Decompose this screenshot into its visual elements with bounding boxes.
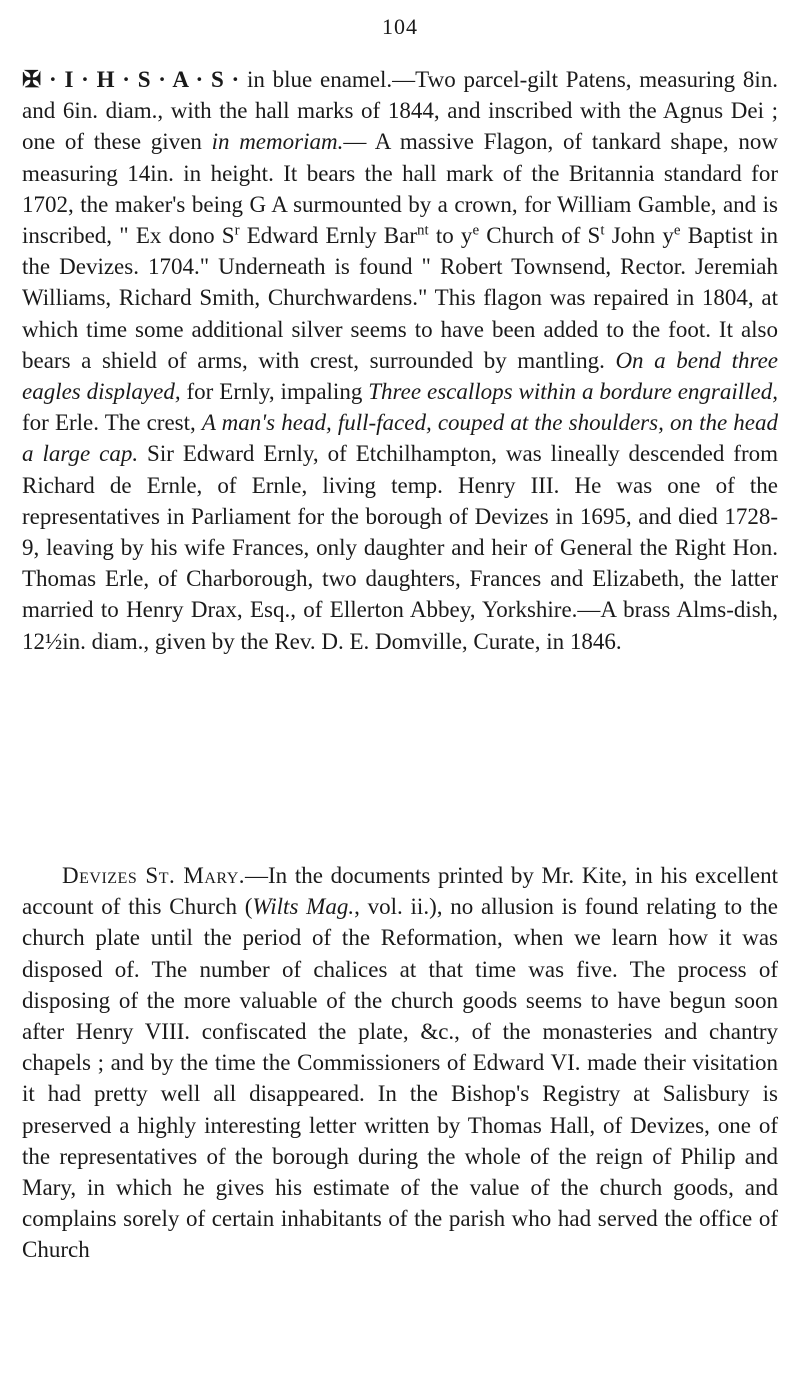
text-run: for Erle. The crest, [22, 410, 202, 436]
text-run: — A massive Flagon, of tankard shape, now measuring 14in. in height. It bears the hall mark of the Britannia standard for 1702, the maker's being G A surmounted by a crown, for William Gamble, and is inscribed, " Ex dono S [22, 129, 778, 249]
italic-run: Three escallops within a bordure engrailled, [368, 379, 778, 405]
superscript: e [673, 222, 681, 239]
text-run: in blue enamel.—Two parcel-gilt Patens, measuring 8in. and 6in. diam., with the hall marks of 1844, and inscribed with the Agnus Dei ; one of these given [22, 67, 778, 155]
paragraph-devizes-st-mary [22, 860, 778, 1266]
text-run: for Ernly, impaling [180, 379, 369, 405]
page-number: 104 [382, 14, 418, 39]
superscript: nt [416, 222, 429, 239]
text-run: —In the documents printed by Mr. Kite, in his excellent account of this Church ( [22, 863, 778, 920]
text-run: John y [604, 223, 674, 249]
italic-run: in memoriam. [211, 129, 344, 155]
italic-run: A man's head, full-faced, couped at the shoulders, on the head a large cap. [22, 410, 779, 467]
superscript: e [472, 222, 480, 239]
text-run: to y [428, 223, 473, 249]
text-run: Sir Edward Ernly, of Etchilhampton, was lineally descended from Richard de Ernle, of Ernle, living temp. Henry III. He was one of the representatives in Parliament for the borough of Devizes in 1695, and died 1728-9, leaving by his wife Frances, only daughter and heir of General the Right Hon. Thomas Erle, of Charborough, two daughters, Frances and Elizabeth, the latter married to Henry Drax, Esq., of Ellerton Abbey, Yorkshire.—A brass Alms-dish, 12½in. diam., given by the Rev. D. E. Domville, Curate, in 1846. [22, 441, 778, 654]
text-run: Church of S [479, 223, 601, 249]
italic-run: On a bend three eagles displayed, [22, 347, 778, 405]
section-heading: Devizes St. Mary. [62, 863, 246, 888]
blackletter-inscription: ✠ · I · H · S · A · S · [22, 67, 240, 92]
text-run: Edward Ernly Bar [239, 223, 417, 249]
superscript: t [600, 222, 605, 239]
superscript: r [234, 222, 240, 239]
text-run: Baptist in the Devizes. 1704." Underneath is found " Robert Townsend, Rector. Jeremiah Williams, Richard Smith, Churchwardens." This flagon was repaired in 1804, at which time some additional silver seems to have been added to the foot. It also bears a shield of arms, with crest, surrounded by mantling. [22, 223, 778, 373]
italic-run: Wilts Mag. [252, 894, 355, 920]
text-run: , vol. ii.), no allusion is found relating to the church plate until the period of the Reformation, when we learn how it was disposed of. The number of chalices at that time was five. The process of disposing of the more valuable of the church goods seems to have begun soon after Henry VIII. confiscated the plate, &c., of the monasteries and chantry chapels ; and by the time the Commissioners of Edward VI. made their visitation it had pretty well all disappeared. In the Bishop's Registry at Salisbury is preserved a highly interesting letter written by Thomas Hall, of Devizes, one of the representatives of the borough during the whole of the reign of Philip and Mary, in which he gives his estimate of the value of the church goods, and complains sorely of certain inhabitants of the parish who had served the office of Church [22, 894, 778, 1263]
paragraph-flagon [22, 64, 778, 657]
